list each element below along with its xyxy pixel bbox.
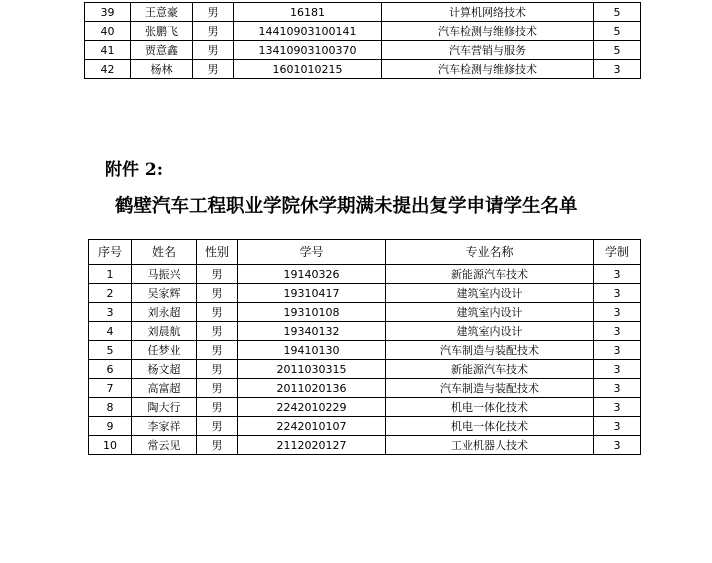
table-row — [85, 22, 641, 41]
major-cell: 汽车检测与维修技术 — [382, 22, 594, 41]
student-id-cell: 19310108 — [238, 303, 386, 322]
name-cell: 李家祥 — [132, 417, 197, 436]
major-cell: 机电一体化技术 — [386, 398, 594, 417]
header-cell-index: 序号 — [89, 240, 132, 265]
table-row — [89, 379, 641, 398]
major-cell: 汽车制造与装配技术 — [386, 341, 594, 360]
duration-cell: 3 — [594, 398, 641, 417]
table-row — [89, 303, 641, 322]
duration-cell: 5 — [594, 41, 641, 60]
student-id-cell: 2011020136 — [238, 379, 386, 398]
document-title: 鹤壁汽车工程职业学院休学期满未提出复学申请学生名单 — [115, 196, 578, 217]
major-cell: 建筑室内设计 — [386, 303, 594, 322]
gender-cell: 男 — [193, 22, 234, 41]
name-cell: 吴家辉 — [132, 284, 197, 303]
gender-cell: 男 — [193, 60, 234, 79]
student-table-body — [89, 265, 641, 455]
gender-cell: 男 — [197, 379, 238, 398]
name-cell: 陶大行 — [132, 398, 197, 417]
major-cell: 汽车营销与服务 — [382, 41, 594, 60]
duration-cell: 3 — [594, 360, 641, 379]
index-cell: 7 — [89, 379, 132, 398]
name-cell: 张鹏飞 — [131, 22, 193, 41]
duration-cell: 3 — [594, 417, 641, 436]
index-cell: 42 — [85, 60, 131, 79]
duration-cell: 3 — [594, 379, 641, 398]
index-cell: 2 — [89, 284, 132, 303]
table-row — [85, 3, 641, 22]
student-id-cell: 2011030315 — [238, 360, 386, 379]
name-cell: 马振兴 — [132, 265, 197, 284]
major-cell: 工业机器人技术 — [386, 436, 594, 455]
major-cell: 新能源汽车技术 — [386, 265, 594, 284]
gender-cell: 男 — [193, 3, 234, 22]
table-row — [89, 417, 641, 436]
header-cell-duration: 学制 — [594, 240, 641, 265]
name-cell: 贾意鑫 — [131, 41, 193, 60]
table-row — [85, 60, 641, 79]
name-cell: 任梦业 — [132, 341, 197, 360]
student-id-cell: 19310417 — [238, 284, 386, 303]
gender-cell: 男 — [197, 265, 238, 284]
duration-cell: 3 — [594, 436, 641, 455]
header-cell-gender: 性别 — [197, 240, 238, 265]
header-cell-name: 姓名 — [132, 240, 197, 265]
table-row — [89, 284, 641, 303]
name-cell: 王意豪 — [131, 3, 193, 22]
continued-student-table — [84, 2, 641, 79]
table-row — [89, 265, 641, 284]
student-id-cell: 14410903100141 — [234, 22, 382, 41]
header-cell-major: 专业名称 — [386, 240, 594, 265]
duration-cell: 3 — [594, 303, 641, 322]
duration-cell: 3 — [594, 265, 641, 284]
student-id-cell: 13410903100370 — [234, 41, 382, 60]
student-list-table — [88, 239, 641, 455]
table-row — [89, 360, 641, 379]
student-id-cell: 19410130 — [238, 341, 386, 360]
gender-cell: 男 — [197, 398, 238, 417]
index-cell: 39 — [85, 3, 131, 22]
gender-cell: 男 — [197, 341, 238, 360]
student-id-cell: 16181 — [234, 3, 382, 22]
gender-cell: 男 — [197, 303, 238, 322]
name-cell: 常云见 — [132, 436, 197, 455]
duration-cell: 5 — [594, 3, 641, 22]
index-cell: 9 — [89, 417, 132, 436]
gender-cell: 男 — [197, 284, 238, 303]
duration-cell: 3 — [594, 60, 641, 79]
index-cell: 41 — [85, 41, 131, 60]
name-cell: 刘永超 — [132, 303, 197, 322]
name-cell: 杨文超 — [132, 360, 197, 379]
student-id-cell: 2242010107 — [238, 417, 386, 436]
table-row — [89, 341, 641, 360]
name-cell: 刘晨航 — [132, 322, 197, 341]
major-cell: 机电一体化技术 — [386, 417, 594, 436]
table-row — [89, 322, 641, 341]
duration-cell: 3 — [594, 341, 641, 360]
name-cell: 杨林 — [131, 60, 193, 79]
table-row — [89, 398, 641, 417]
major-cell: 计算机网络技术 — [382, 3, 594, 22]
gender-cell: 男 — [197, 417, 238, 436]
index-cell: 5 — [89, 341, 132, 360]
header-cell-student-id: 学号 — [238, 240, 386, 265]
name-cell: 高富超 — [132, 379, 197, 398]
major-cell: 建筑室内设计 — [386, 284, 594, 303]
duration-cell: 5 — [594, 22, 641, 41]
index-cell: 4 — [89, 322, 132, 341]
index-cell: 6 — [89, 360, 132, 379]
gender-cell: 男 — [197, 322, 238, 341]
major-cell: 新能源汽车技术 — [386, 360, 594, 379]
major-cell: 建筑室内设计 — [386, 322, 594, 341]
major-cell: 汽车制造与装配技术 — [386, 379, 594, 398]
table-row — [89, 436, 641, 455]
gender-cell: 男 — [193, 41, 234, 60]
duration-cell: 3 — [594, 284, 641, 303]
index-cell: 8 — [89, 398, 132, 417]
index-cell: 40 — [85, 22, 131, 41]
student-id-cell: 1601010215 — [234, 60, 382, 79]
gender-cell: 男 — [197, 436, 238, 455]
attachment-label: 附件 2: — [105, 160, 164, 180]
continued-table-body — [85, 3, 641, 79]
student-id-cell: 19340132 — [238, 322, 386, 341]
index-cell: 10 — [89, 436, 132, 455]
student-id-cell: 19140326 — [238, 265, 386, 284]
index-cell: 1 — [89, 265, 132, 284]
major-cell: 汽车检测与维修技术 — [382, 60, 594, 79]
table-header-row — [89, 240, 641, 265]
index-cell: 3 — [89, 303, 132, 322]
student-id-cell: 2112020127 — [238, 436, 386, 455]
gender-cell: 男 — [197, 360, 238, 379]
duration-cell: 3 — [594, 322, 641, 341]
student-id-cell: 2242010229 — [238, 398, 386, 417]
table-row — [85, 41, 641, 60]
